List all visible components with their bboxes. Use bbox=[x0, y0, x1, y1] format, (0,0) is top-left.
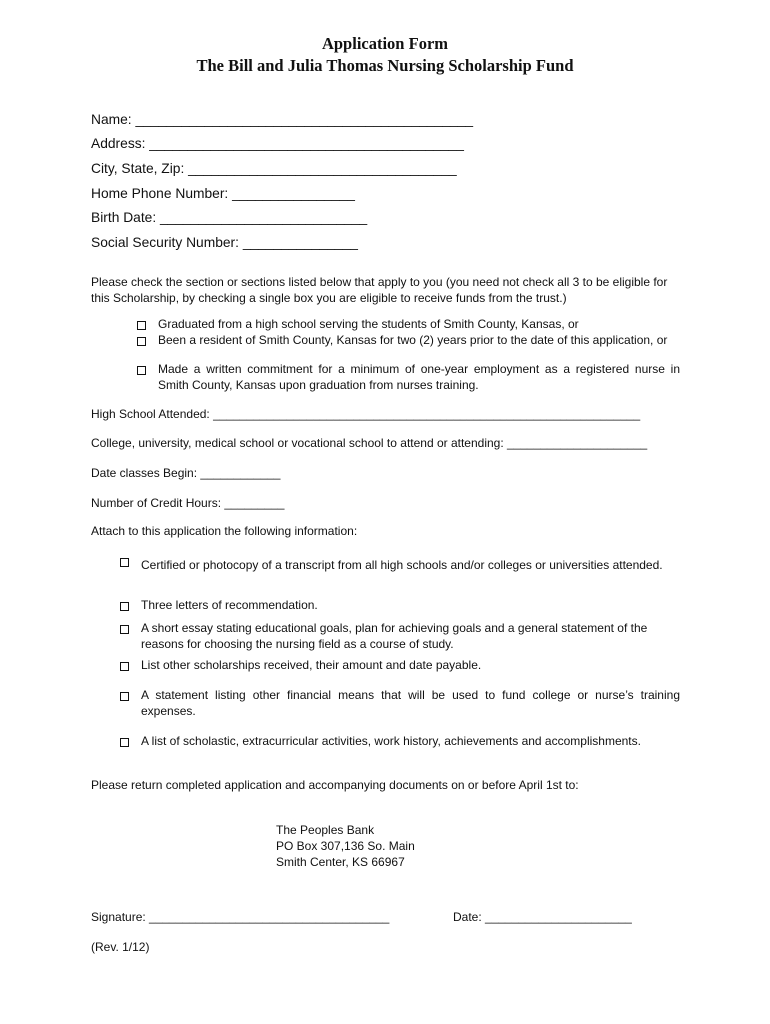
bank-address bbox=[276, 822, 415, 870]
checkbox-essay[interactable] bbox=[120, 625, 129, 634]
attachments-intro: Attach to this application the following information: bbox=[91, 524, 358, 538]
eligibility-option-graduated: Graduated from a high school serving the students of Smith County, Kansas, or bbox=[158, 317, 579, 331]
attachment-activities: A list of scholastic, extracurricular activities, work history, achievements and accomplishments. bbox=[141, 734, 641, 748]
college-field[interactable]: College, university, medical school or vocational school to attend or attending: _____________________ bbox=[91, 436, 648, 450]
eligibility-option-resident: Been a resident of Smith County, Kansas for two (2) years prior to the date of this application, or bbox=[158, 333, 668, 347]
city-state-zip-field[interactable]: City, State, Zip: ___________________________________ bbox=[91, 161, 457, 176]
checkbox-recommendations[interactable] bbox=[120, 602, 129, 611]
signature-field[interactable]: Signature: ____________________________________ bbox=[91, 910, 390, 924]
ssn-field[interactable]: Social Security Number: _______________ bbox=[91, 235, 358, 250]
checkbox-employment-commitment[interactable] bbox=[137, 366, 146, 375]
checkbox-graduated[interactable] bbox=[137, 321, 146, 330]
bank-address-line: Smith Center, KS 66967 bbox=[276, 855, 405, 869]
eligibility-instructions: Please check the section or sections listed below that apply to you (you need not check all 3 to be eligible for this Scholarship, by checking a single box you are eligible to receive funds from the trust.) bbox=[91, 275, 668, 305]
high-school-field[interactable]: High School Attended: ________________________________________________________________ bbox=[91, 407, 641, 421]
checkbox-resident[interactable] bbox=[137, 337, 146, 346]
form-subtitle: The Bill and Julia Thomas Nursing Scholarship Fund bbox=[196, 56, 574, 75]
attachment-financial-means: A statement listing other financial means that will be used to fund college or nurse’s training expenses. bbox=[141, 688, 680, 718]
revision-note: (Rev. 1/12) bbox=[91, 940, 150, 954]
checkbox-financial-means[interactable] bbox=[120, 692, 129, 701]
checkbox-activities[interactable] bbox=[120, 738, 129, 747]
date-classes-begin-field[interactable]: Date classes Begin: ____________ bbox=[91, 466, 281, 480]
attachment-recommendations: Three letters of recommendation. bbox=[141, 598, 318, 612]
checkbox-transcript[interactable] bbox=[120, 558, 129, 567]
bank-address-line: PO Box 307,136 So. Main bbox=[276, 839, 415, 853]
checkbox-other-scholarships[interactable] bbox=[120, 662, 129, 671]
name-field[interactable]: Name: ____________________________________________ bbox=[91, 112, 474, 127]
credit-hours-field[interactable]: Number of Credit Hours: _________ bbox=[91, 496, 285, 510]
form-title: Application Form bbox=[321, 34, 449, 53]
attachment-other-scholarships: List other scholarships received, their amount and date payable. bbox=[141, 658, 482, 672]
address-field[interactable]: Address: _________________________________________ bbox=[91, 136, 464, 151]
bank-address-line: The Peoples Bank bbox=[276, 823, 375, 837]
eligibility-option-employment: Made a written commitment for a minimum of one-year employment as a registered nurse in Smith County, Kansas upon graduation from nurses training. bbox=[158, 362, 680, 392]
home-phone-field[interactable]: Home Phone Number: ________________ bbox=[91, 186, 355, 201]
return-instructions: Please return completed application and accompanying documents on or before April 1st to: bbox=[91, 778, 579, 792]
date-field[interactable]: Date: ______________________ bbox=[453, 910, 632, 924]
attachment-essay: A short essay stating educational goals, plan for achieving goals and a general statement of the reasons for choosing the nursing field as a course of study. bbox=[141, 621, 648, 651]
attachment-transcript: Certified or photocopy of a transcript from all high schools and/or colleges or universities attended. bbox=[141, 558, 663, 572]
birth-date-field[interactable]: Birth Date: ___________________________ bbox=[91, 210, 368, 225]
